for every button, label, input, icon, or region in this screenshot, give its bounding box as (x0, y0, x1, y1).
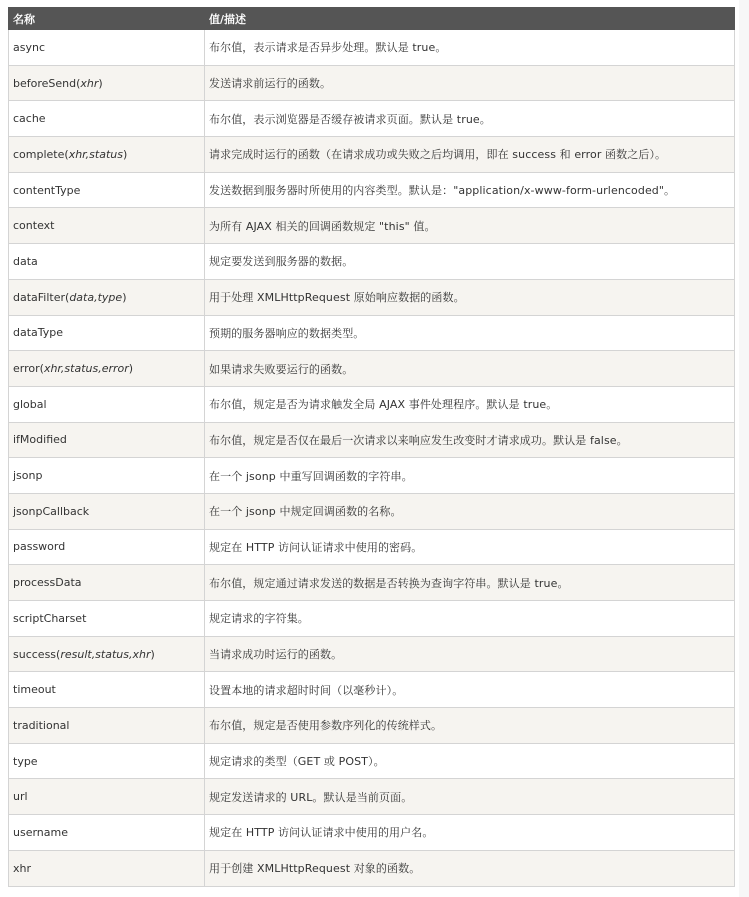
table-row (9, 493, 735, 529)
option-name-cell (9, 636, 205, 672)
option-name-cell (9, 386, 205, 422)
paren-open: ( (65, 290, 70, 304)
option-params: result,status,xhr (60, 647, 151, 661)
option-name: traditional (13, 718, 70, 732)
header-value-description: 值/描述 (205, 8, 735, 30)
option-name-cell (9, 815, 205, 851)
table-row (9, 137, 735, 173)
option-name: complete (13, 147, 65, 161)
option-name-cell (9, 315, 205, 351)
option-params: xhr,status (68, 147, 123, 161)
option-name-cell (9, 30, 205, 66)
content-area (8, 7, 734, 887)
option-name: cache (13, 112, 46, 126)
option-name-cell (9, 779, 205, 815)
option-name-cell (9, 708, 205, 744)
option-description: 用于处理 XMLHttpRequest 原始响应数据的函数。 (205, 279, 735, 315)
option-name: xhr (13, 861, 32, 875)
option-name-cell (9, 743, 205, 779)
table-body (9, 30, 735, 887)
option-name: dataFilter (13, 290, 66, 304)
paren-close: ) (128, 362, 134, 376)
option-name: success (13, 647, 57, 661)
option-description: 预期的服务器响应的数据类型。 (205, 315, 735, 351)
option-name-cell (9, 565, 205, 601)
option-name: password (13, 540, 66, 554)
option-name: context (13, 219, 55, 233)
option-description: 在一个 jsonp 中规定回调函数的名称。 (205, 493, 735, 529)
header-name: 名称 (9, 8, 205, 30)
option-description: 规定发送请求的 URL。默认是当前页面。 (205, 779, 735, 815)
option-name: processData (13, 576, 82, 590)
table-row (9, 672, 735, 708)
page-right-edge (739, 0, 749, 897)
option-name-cell (9, 458, 205, 494)
option-name-cell (9, 137, 205, 173)
table-row (9, 815, 735, 851)
option-name-cell (9, 351, 205, 387)
option-name: ifModified (13, 433, 67, 447)
table-row (9, 636, 735, 672)
option-description: 设置本地的请求超时时间（以毫秒计）。 (205, 672, 735, 708)
option-name: error (13, 362, 40, 376)
paren-open: ( (64, 147, 69, 161)
option-description: 发送请求前运行的函数。 (205, 65, 735, 101)
option-description: 规定在 HTTP 访问认证请求中使用的密码。 (205, 529, 735, 565)
option-name-cell (9, 65, 205, 101)
option-name-cell (9, 101, 205, 137)
option-name: async (13, 40, 46, 54)
option-description: 如果请求失败要运行的函数。 (205, 351, 735, 387)
option-description: 为所有 AJAX 相关的回调函数规定 "this" 值。 (205, 208, 735, 244)
option-name: global (13, 397, 47, 411)
option-name: jsonpCallback (13, 504, 90, 518)
table-row (9, 101, 735, 137)
table-row (9, 743, 735, 779)
option-name-cell (9, 850, 205, 886)
option-name-cell (9, 529, 205, 565)
table-row (9, 386, 735, 422)
paren-close: ) (122, 290, 127, 304)
table-header-row (9, 8, 735, 30)
option-name-cell (9, 601, 205, 637)
option-name: jsonp (13, 469, 43, 483)
table-row (9, 208, 735, 244)
table-row (9, 244, 735, 280)
option-params: xhr (80, 76, 99, 90)
option-description: 布尔值，规定通过请求发送的数据是否转换为查询字符串。默认是 true。 (205, 565, 735, 601)
table-row (9, 172, 735, 208)
option-name-cell (9, 279, 205, 315)
table-row (9, 65, 735, 101)
paren-close: ) (98, 76, 103, 90)
table-row (9, 779, 735, 815)
table-row (9, 351, 735, 387)
paren-open: ( (56, 647, 61, 661)
table-row (9, 850, 735, 886)
option-name: contentType (13, 183, 81, 197)
table-row (9, 601, 735, 637)
table-row (9, 315, 735, 351)
option-description: 请求完成时运行的函数（在请求成功或失败之后均调用，即在 success 和 error 函数之后）。 (205, 137, 735, 173)
paren-open: ( (76, 76, 81, 90)
table-row (9, 708, 735, 744)
option-name: username (13, 825, 68, 839)
option-name-cell (9, 422, 205, 458)
option-name: scriptCharset (13, 611, 87, 625)
option-params: data,type (69, 290, 123, 304)
option-name: type (13, 754, 38, 768)
option-name: timeout (13, 683, 56, 697)
option-description: 规定请求的字符集。 (205, 601, 735, 637)
option-name-cell (9, 172, 205, 208)
option-description: 在一个 jsonp 中重写回调函数的字符串。 (205, 458, 735, 494)
option-description: 布尔值，表示浏览器是否缓存被请求页面。默认是 true。 (205, 101, 735, 137)
table-row (9, 529, 735, 565)
option-description: 当请求成功时运行的函数。 (205, 636, 735, 672)
table-row (9, 458, 735, 494)
option-description: 规定在 HTTP 访问认证请求中使用的用户名。 (205, 815, 735, 851)
paren-close: ) (150, 647, 155, 661)
option-name-cell (9, 208, 205, 244)
paren-close: ) (122, 147, 128, 161)
paren-open: ( (39, 362, 44, 376)
option-name-cell (9, 672, 205, 708)
option-description: 布尔值，规定是否仅在最后一次请求以来响应发生改变时才请求成功。默认是 false。 (205, 422, 735, 458)
option-name: data (13, 254, 38, 268)
option-description: 布尔值，表示请求是否异步处理。默认是 true。 (205, 30, 735, 66)
option-params: xhr,status,error (43, 362, 129, 376)
option-description: 用于创建 XMLHttpRequest 对象的函数。 (205, 850, 735, 886)
table-row (9, 422, 735, 458)
option-description: 规定请求的类型（GET 或 POST）。 (205, 743, 735, 779)
option-name-cell (9, 493, 205, 529)
option-description: 发送数据到服务器时所使用的内容类型。默认是："application/x-www-form-urlencoded"。 (205, 172, 735, 208)
option-name-cell (9, 244, 205, 280)
table-row (9, 279, 735, 315)
option-name: url (13, 790, 28, 804)
option-name: dataType (13, 326, 64, 340)
table-row (9, 30, 735, 66)
table-row (9, 565, 735, 601)
option-description: 布尔值，规定是否为请求触发全局 AJAX 事件处理程序。默认是 true。 (205, 386, 735, 422)
option-name: beforeSend (13, 76, 77, 90)
ajax-options-table (8, 7, 735, 887)
option-description: 布尔值，规定是否使用参数序列化的传统样式。 (205, 708, 735, 744)
option-description: 规定要发送到服务器的数据。 (205, 244, 735, 280)
